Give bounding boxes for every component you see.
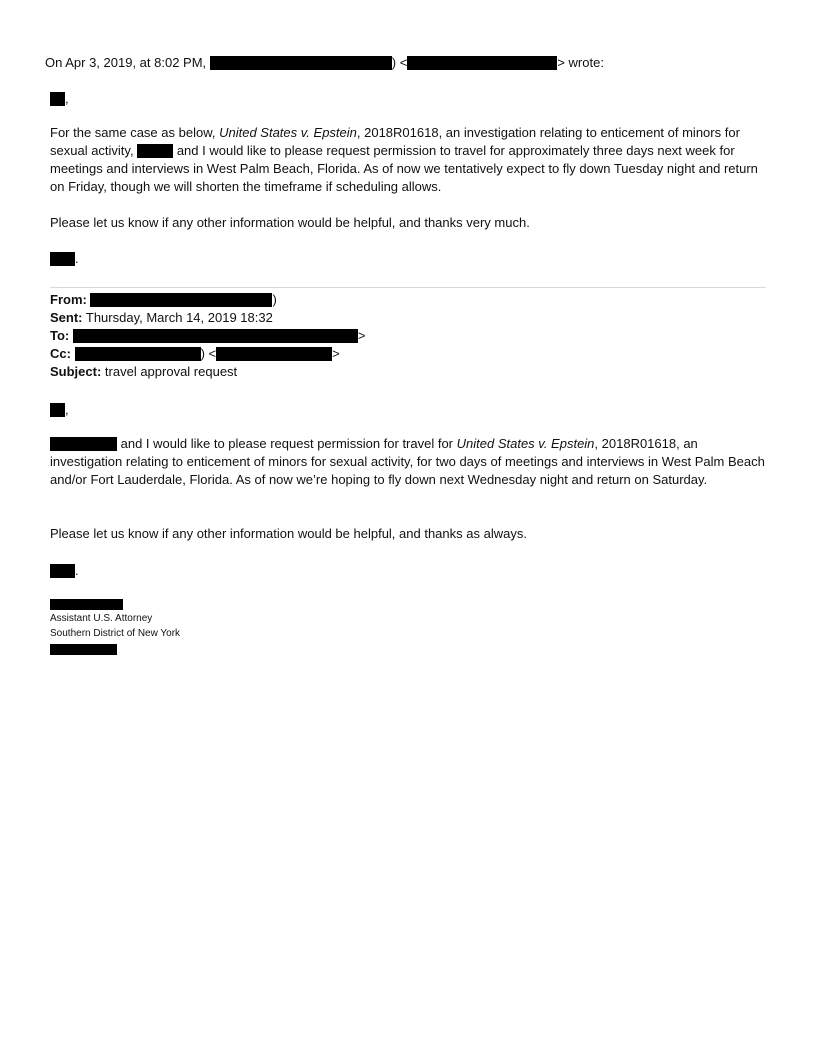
redacted-cc-name [75, 347, 201, 361]
redacted-cc-email [216, 347, 332, 361]
original-paragraph-1: and I would like to please request permission for travel for United States v. Epstein, 2018R01618, an investigation relating to enticement of minors for sexual activity, for two days of meetings and interviews in West Palm Beach and/or Fort Lauderdale, Florida. As of now we’re hoping to fly down next Wednesday night and return on Saturday. [50, 436, 765, 487]
redacted-sender-email [407, 56, 557, 70]
redacted-from [90, 293, 272, 307]
signature-title: Assistant U.S. Attorney [50, 613, 153, 624]
sent-row: Sent: Thursday, March 14, 2019 18:32 [50, 310, 273, 325]
redacted-recipient-name [50, 92, 65, 106]
from-row: From: ) [50, 292, 277, 307]
reply-greeting: , [50, 90, 69, 108]
original-signoff: . [50, 562, 79, 580]
reply-signoff: . [50, 250, 79, 268]
to-row: To: > [50, 328, 366, 343]
redacted-sender-name [210, 56, 392, 70]
reply-paragraph-1: For the same case as below, United States v. Epstein, 2018R01618, an investigation relating to enticement of minors for sexual activity, and I would like to please request permission to travel for approximately three days next week for meetings and interviews in West Palm Beach, Florida. As of now we tentatively expect to fly down Tuesday night and return on Friday, though we will shorten the timeframe if scheduling allows. [50, 125, 758, 194]
subject-value: travel approval request [104, 364, 238, 379]
original-paragraph-2: Please let us know if any other information would be helpful, and thanks as always. [50, 526, 527, 541]
signature-office: Southern District of New York [50, 628, 181, 639]
divider [50, 287, 766, 288]
reply-paragraph-2: Please let us know if any other information would be helpful, and thanks very much. [50, 215, 530, 230]
redacted-colleague-name [137, 144, 173, 158]
case-name: United States v. Epstein [219, 125, 357, 140]
redacted-colleague-name-2 [50, 437, 117, 451]
case-name-2: United States v. Epstein [456, 436, 595, 451]
reply-header-date: On Apr 3, 2019, at 8:02 PM, [45, 55, 207, 70]
subject-row: Subject: travel approval request [50, 364, 238, 379]
reply-header: On Apr 3, 2019, at 8:02 PM, ) < > wrote: [45, 55, 604, 70]
redacted-signature-name [50, 599, 123, 610]
redacted-signoff-name [50, 252, 75, 266]
sent-value: Thursday, March 14, 2019 18:32 [85, 310, 273, 325]
redacted-signoff-name-2 [50, 564, 75, 578]
redacted-to [73, 329, 358, 343]
original-greeting: , [50, 401, 69, 419]
redacted-recipient-name-2 [50, 403, 65, 417]
cc-row: Cc: ) < > [50, 346, 340, 361]
redacted-signature-contact [50, 644, 117, 655]
